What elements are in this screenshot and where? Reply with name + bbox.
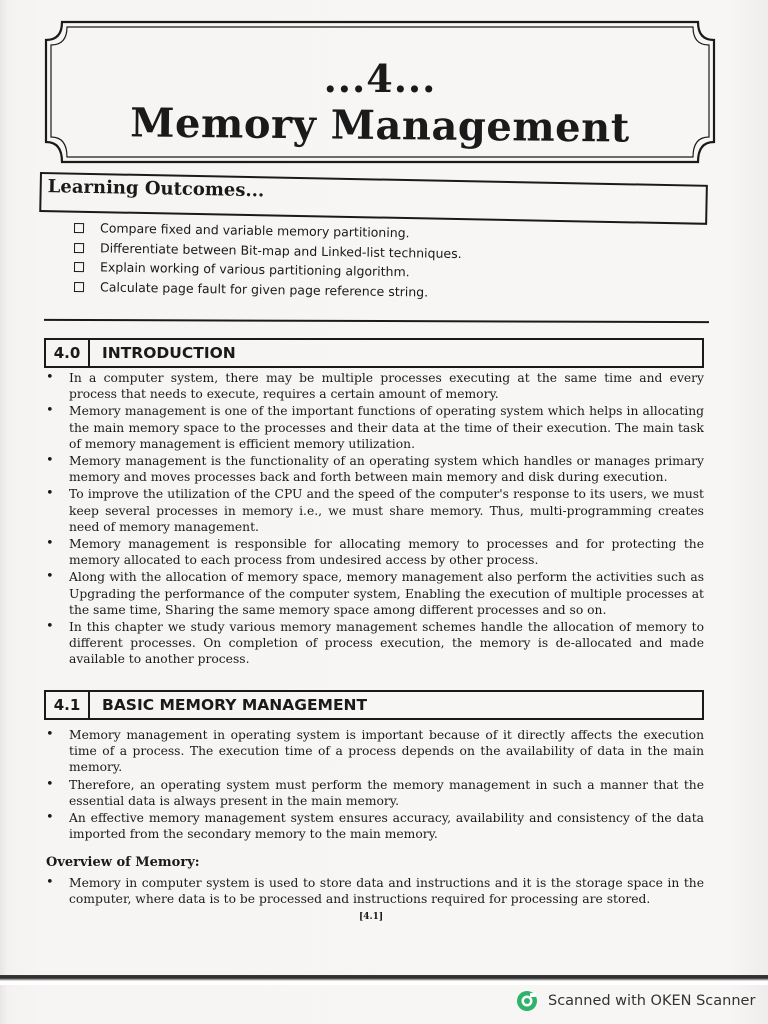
checkbox-square-icon — [74, 243, 84, 253]
learning-outcome-item: Explain working of various partitioning algorithm. — [74, 259, 714, 289]
section-heading-basic-memory-management — [44, 690, 704, 720]
bullet-item: • In this chapter we study various memory management schemes handle the allocation of memory to different processes. On completion of process execution, the memory is de-allocated and made available to another process. — [46, 619, 704, 667]
checkbox-square-icon — [74, 262, 84, 272]
bullet-item: • Therefore, an operating system must perform the memory management in such a manner that the essential data is always present in the main memory. — [46, 776, 704, 808]
bullet-item: • An effective memory management system ensures accuracy, availability and consistency of the data imported from the secondary memory to the main memory. — [46, 810, 704, 842]
chapter-banner — [44, 18, 716, 166]
bullet-dot-icon: • — [46, 727, 54, 742]
bullet-dot-icon: • — [46, 486, 54, 502]
learning-outcome-item: Calculate page fault for given page reference string. — [74, 279, 714, 309]
section-number: 4.1 — [46, 692, 90, 718]
scanner-watermark-text: Scanned with OKEN Scanner — [548, 993, 756, 1009]
chapter-number: ...4... — [323, 56, 437, 101]
bullet-item: • Memory management is one of the important functions of operating system which helps in allocating the main memory space to the processes and their data at the time of their execution. The main task of memory management is efficient memory utilization. — [46, 403, 704, 451]
section-number: 4.0 — [46, 340, 90, 366]
bullet-dot-icon: • — [46, 370, 54, 385]
bullet-dot-icon: • — [46, 569, 54, 585]
bullet-dot-icon: • — [46, 536, 54, 552]
bullet-item: • In a computer system, there may be multiple processes executing at the same time and every process that needs to execute, requires a certain amount of memory. — [46, 370, 704, 402]
learning-outcomes-heading: Learning Outcomes... — [47, 176, 265, 202]
learning-outcome-item: Compare fixed and variable memory partitioning. — [74, 220, 714, 250]
overview-of-memory-heading: Overview of Memory: — [46, 855, 200, 870]
bullet-item: • Along with the allocation of memory space, memory management also perform the activities such as Upgrading the performance of the computer system, Enabling the execution of multiple processes at the same time, Sharing the same memory space among different processes and so on. — [46, 569, 704, 617]
learning-outcome-item: Differentiate between Bit-map and Linked-list techniques. — [74, 240, 714, 270]
checkbox-square-icon — [74, 282, 84, 292]
page-number: [4.1] — [359, 912, 384, 922]
basic-memory-bullets — [44, 727, 704, 843]
bullet-item: • To improve the utilization of the CPU and the speed of the computer's response to its users, we must keep several processes in memory i.e., we must share memory. Thus, multi-programming creates need of memory management. — [46, 486, 704, 534]
bullet-item: • Memory management is the functionality of an operating system which handles or manages primary memory and moves processes back and forth between main memory and disk during execution. — [46, 453, 704, 485]
bullet-item: • Memory management is responsible for allocating memory to processes and for protecting the memory allocated to each process from undesired access by other process. — [46, 536, 704, 568]
learning-outcomes-list — [74, 220, 714, 298]
checkbox-square-icon — [74, 223, 84, 233]
bullet-dot-icon: • — [46, 619, 54, 635]
learning-outcomes-box — [39, 172, 708, 225]
page-bottom-edge — [0, 975, 768, 985]
overview-bullets — [44, 875, 704, 908]
bullet-dot-icon: • — [46, 403, 54, 419]
bullet-dot-icon: • — [46, 810, 54, 826]
introduction-bullets — [44, 370, 704, 669]
section-title: INTRODUCTION — [102, 344, 236, 362]
bullet-dot-icon: • — [46, 453, 54, 469]
bullet-dot-icon: • — [46, 776, 54, 792]
chapter-title: Memory Management — [130, 99, 630, 152]
bullet-dot-icon: • — [46, 875, 54, 890]
section-title: BASIC MEMORY MANAGEMENT — [102, 696, 368, 714]
section-divider — [44, 319, 709, 323]
oken-scanner-logo-icon — [516, 990, 538, 1012]
scanner-watermark — [516, 990, 755, 1012]
section-heading-introduction — [44, 338, 704, 368]
bullet-item: • Memory in computer system is used to store data and instructions and it is the storage space in the computer, where data is to be processed and instructions required for processing are stored. — [46, 875, 704, 907]
bullet-item: • Memory management in operating system is important because of it directly affects the execution time of a process. The execution time of a process depends on the availability of data in the main memory. — [46, 727, 704, 775]
